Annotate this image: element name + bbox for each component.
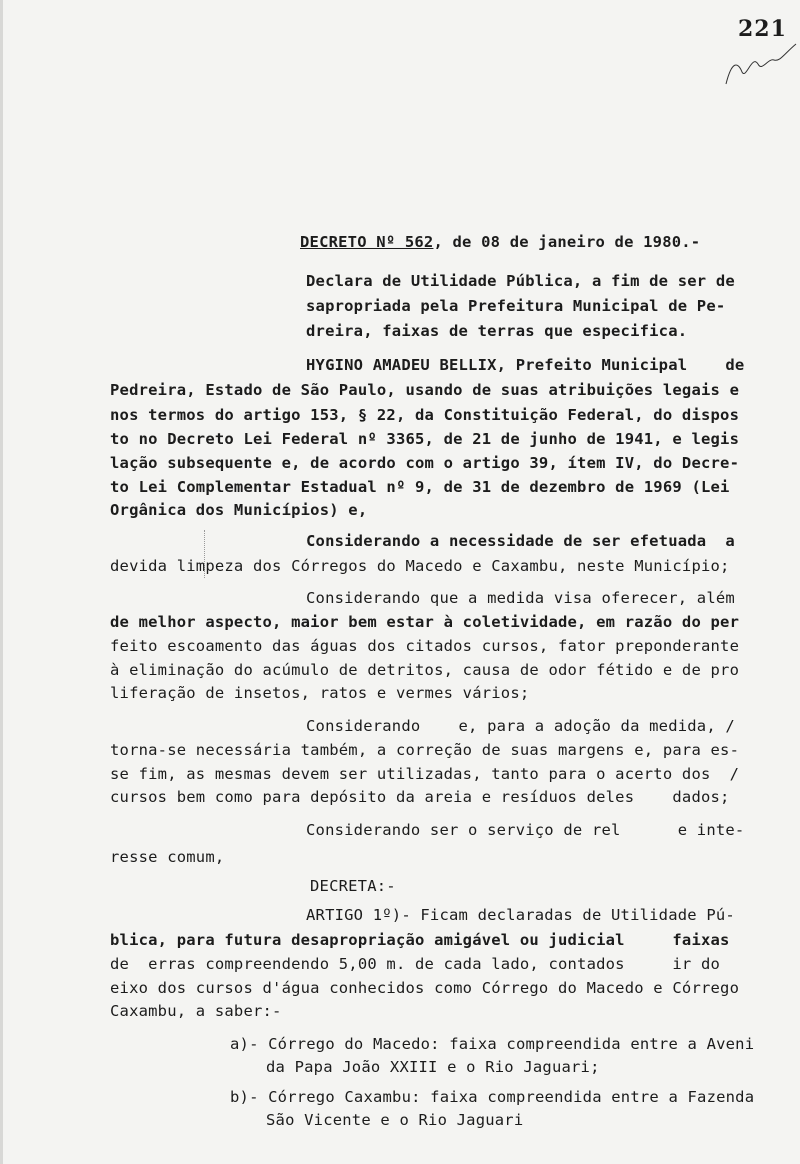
text-line: Orgânica dos Municípios) e, [110,501,368,519]
text-line: dreira, faixas de terras que especifica. [306,322,688,340]
text-line: liferação de insetos, ratos e vermes vários; [110,684,530,702]
text-line: São Vicente e o Rio Jaguari [266,1111,524,1129]
decree-number: DECRETO Nº 562 [300,233,434,251]
text-line: HYGINO AMADEU BELLIX, Prefeito Municipal de [306,356,745,374]
scan-edge [0,0,3,1164]
text-line: ARTIGO 1º)- Ficam declaradas de Utilidade Pú- [306,906,735,924]
decree-date: , de 08 de janeiro de 1980.- [433,233,701,251]
text-line: Declara de Utilidade Pública, a fim de ser de [306,272,735,290]
text-line: de erras compreendendo 5,00 m. de cada lado, contados ir do [110,955,721,973]
page-number: 221 [738,16,787,42]
text-line: da Papa João XXIII e o Rio Jaguari; [266,1058,600,1076]
text-line: Pedreira, Estado de São Paulo, usando de suas atribuições legais e [110,381,740,399]
text-line: Considerando a necessidade de ser efetuada a [306,532,735,550]
text-line: lação subsequente e, de acordo com o artigo 39, ítem IV, do Decre- [110,454,740,472]
text-line: blica, para futura desapropriação amigável ou judicial faixas [110,931,730,949]
text-line: to Lei Complementar Estadual nº 9, de 31 de dezembro de 1969 (Lei [110,478,730,496]
decree-title-line [300,232,700,252]
text-line: se fim, as mesmas devem ser utilizadas, tanto para o acerto dos / [110,765,740,783]
text-line: a)- Córrego do Macedo: faixa compreendida entre a Aveni [230,1035,755,1053]
text-line: nos termos do artigo 153, § 22, da Constituição Federal, do dispos [110,406,740,424]
text-line: Considerando que a medida visa oferecer, além [306,589,735,607]
handwritten-mark [722,40,800,90]
text-line: Caxambu, a saber:- [110,1002,282,1020]
text-line: b)- Córrego Caxambu: faixa compreendida entre a Fazenda [230,1088,755,1106]
text-line: feito escoamento das águas dos citados cursos, fator preponderante [110,637,740,655]
text-line: to no Decreto Lei Federal nº 3365, de 21 de junho de 1941, e legis [110,430,740,448]
text-line: de melhor aspecto, maior bem estar à coletividade, em razão do per [110,613,740,631]
text-line: eixo dos cursos d'água conhecidos como Córrego do Macedo e Córrego [110,979,740,997]
text-line: Considerando e, para a adoção da medida, / [306,717,735,735]
text-line: DECRETA:- [310,877,396,895]
text-line: torna-se necessária também, a correção de suas margens e, para es- [110,741,740,759]
text-line: sapropriada pela Prefeitura Municipal de Pe- [306,297,726,315]
text-line: devida limpeza dos Córregos do Macedo e Caxambu, neste Município; [110,557,730,575]
text-line: Considerando ser o serviço de rel e inte- [306,821,745,839]
text-line: cursos bem como para depósito da areia e resíduos deles dados; [110,788,730,806]
text-line: à eliminação do acúmulo de detritos, causa de odor fétido e de pro [110,661,740,679]
text-line: resse comum, [110,848,225,866]
